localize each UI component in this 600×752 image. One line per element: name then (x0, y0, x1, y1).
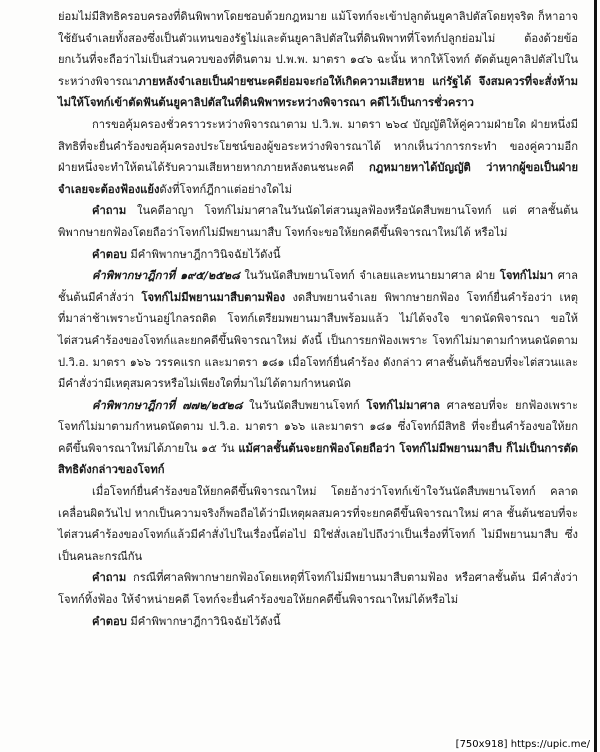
text-run: ในวันนัดสืบพยานโจทก์ (242, 398, 367, 412)
paragraph-p7 (58, 481, 578, 567)
text-run: โจทก์ไม่มีพยานมาสืบตามฟ้อง (141, 289, 286, 304)
text-run: กฎหมายหาได้บัญญัติ ว่าหากผู้ขอเป็นฝ่ายจำเลยจะต้องฟ้องแย้ง (58, 160, 578, 196)
paragraph-p3 (58, 200, 578, 243)
text-run: ภายหลังจำเลยเป็นฝ่ายชนะคดีย่อมจะก่อให้เกิดความเสียหาย แก่รัฐได้ จึงสมควรที่จะสั่งห้ามไม่ให้โจทก์เข้าตัดฟันต้นยูคาลิปตัสในที่ดินพิพาทระหว่างพิจารณา คดีไว้เป็นการชั่วคราว (58, 73, 578, 110)
text-run: คำตอบ (92, 613, 127, 628)
text-run: ในวันนัดสืบพยานโจทก์ จำเลยและทนายมาศาล ฝ่าย (239, 269, 500, 283)
paragraph-p2 (58, 114, 578, 200)
image-watermark: [750x918] https://upic.me/ (455, 739, 590, 750)
text-run: ศาลชั้นต้นมีคำสั่งว่า (58, 269, 578, 304)
text-run: มีคำพิพากษาฎีกาวินิจฉัยไว้ดังนี้ (126, 614, 281, 628)
paragraph-p1 (58, 6, 578, 114)
paragraph-p9 (58, 611, 578, 633)
text-run: คำพิพากษาฎีกาที่ ๑๙๕/๒๕๒๘ (92, 268, 240, 283)
text-run: โจทก์ไม่มาศาล (366, 397, 440, 412)
text-run: มีคำพิพากษาฎีกาวินิจฉัยไว้ดังนี้ (126, 247, 281, 261)
page-edge-line (594, 0, 597, 752)
text-run: การขอคุ้มครองชั่วคราวระหว่างพิจารณาตาม ป.วิ.พ. มาตรา ๒๖๔ บัญญัติให้คู่ความฝ่ายใด ฝ่ายหนึ่งมีสิทธิที่จะยื่นคำร้องขอคุ้มครองประโยชน์ของผู้ขอระหว่างพิจารณาได้ หากเห็นว่าการกระทำ ของคู่ความอีกฝ่ายหนึ่งจะทำให้ตนได้รับความเสียหายหากภายหลังตนชนะคดี (58, 117, 578, 175)
text-run: โจทก์ไม่มา (499, 268, 554, 283)
text-run: คำถาม (92, 570, 127, 585)
text-run: เมื่อโจทก์ยื่นคำร้องขอให้ยกคดีขึ้นพิจารณาใหม่ โดยอ้างว่าโจทก์เข้าใจวันนัดสืบพยานโจทก์ คลาดเคลื่อนผิดวันไป หากเป็นความจริงก็พอถือได้ว่ามีเหตุผลสมควรที่จะยกคดีขึ้นพิจารณาใหม่ ศาล ชั้นต้นชอบที่จะไต่สวนคำร้องของโจทก์แล้วมีคำสั่งไปในเรื่องนี้ต่อไป มิใช่สั่งเลยไปถึงว่าเป็นเรื่องที่โจทก์ ไม่มีพยานมาสืบ ซึ่งเป็นคนละกรณีกัน (58, 485, 578, 563)
text-run: กรณีที่ศาลพิพากษายกฟ้องโดยเหตุที่โจทก์ไม่มีพยานมาสืบตามฟ้อง หรือศาลชั้นต้น มีคำสั่งว่าโจทก์ทิ้งฟ้อง ให้จำหน่ายคดี โจทก์จะยื่นคำร้องขอให้ยกคดีขึ้นพิจารณาใหม่ได้หรือไม่ (58, 571, 578, 607)
text-run: แม้ศาลชั้นต้นจะยกฟ้องโดยถือว่า โจทก์ไม่มีพยานมาสืบ ก็ไม่เป็นการตัดสิทธิดังกล่าวของโจทก์ (58, 440, 578, 477)
text-run: ศาลชอบที่จะ ยกฟ้องเพราะโจทก์ไม่มาตามกำหนดนัดตาม ป.วิ.อ. มาตรา ๑๖๖ และมาตรา ๑๘๑ ซึ่งโจทก์มีสิทธิ ที่จะยื่นคำร้องขอให้ยกคดีขึ้นพิจารณาใหม่ได้ภายใน ๑๕ วัน (58, 398, 578, 455)
paragraph-p5 (58, 265, 578, 395)
document-text-body (58, 6, 578, 632)
paragraph-p4 (58, 244, 578, 266)
text-run: ย่อมไม่มีสิทธิครอบครองที่ดินพิพาทโดยชอบด้วยกฎหมาย แม้โจทก์จะเข้าปลูกต้นยูคาลิปตัสโดยทุจริต ก็หาอาจใช้ยันจำเลยทั้งสองซึ่งเป็นตัวแทนของรัฐไม่และต้นยูคาลิปตัสในที่ดินพิพาทที่โจทก์ปลูกย่อมไม่ ต้องด้วยข้อยกเว้นที่จะถือว่าไม่เป็นส่วนควบของที่ดินตาม ป.พ.พ. มาตรา ๑๔๖ ฉะนั้น หากให้โจทก์ ตัดต้นยูคาลิปตัสไปในระหว่างพิจารณา (58, 10, 578, 88)
text-run: ดังที่โจทก์ฎีกาแต่อย่างใดไม่ (159, 182, 293, 196)
text-run: ในคดีอาญา โจทก์ไม่มาศาลในวันนัดไต่สวนมูลฟ้องหรือนัดสืบพยานโจทก์ แต่ ศาลชั้นต้นพิพากษายกฟ้องโดยถือว่าโจทก์ไม่มีพยานมาสืบ โจทก์จะขอให้ยกคดีขึ้นพิจารณาใหม่ได้ หรือไม่ (58, 204, 578, 239)
text-run: คำพิพากษาฎีกาที่ ๗๗๒/๒๕๒๘ (92, 397, 243, 412)
paragraph-p6 (58, 395, 578, 481)
text-run: งดสืบพยานจำเลย พิพากษายกฟ้อง โจทก์ยื่นคำร้องว่า เหตุที่มาล่าช้าเพราะบ้านอยู่ไกลรถติด โจทก์เตรียมพยานมาสืบพร้อมแล้ว ไม่ได้จงใจ ขาดนัดพิจารณา ขอให้ไต่สวนคำร้องของโจทก์และยกคดีขึ้นพิจารณาใหม่ ดังนี้ เป็นการยกฟ้องเพราะ โจทก์ไม่มาตามกำหนดนัดตาม ป.วิ.อ. มาตรา ๑๖๖ วรรคแรก และมาตรา ๑๘๑ เมื่อโจทก์ยื่นคำร้อง ดังกล่าว ศาลชั้นต้นก็ชอบที่จะไต่สวนและมีคำสั่งว่ามีเหตุสมควรหรือไม่เพียงใดที่มาไม่ได้ตามกำหนดนัด (58, 290, 578, 391)
text-run: คำถาม (92, 203, 127, 218)
text-run: คำตอบ (92, 246, 127, 261)
paragraph-p8 (58, 567, 578, 610)
